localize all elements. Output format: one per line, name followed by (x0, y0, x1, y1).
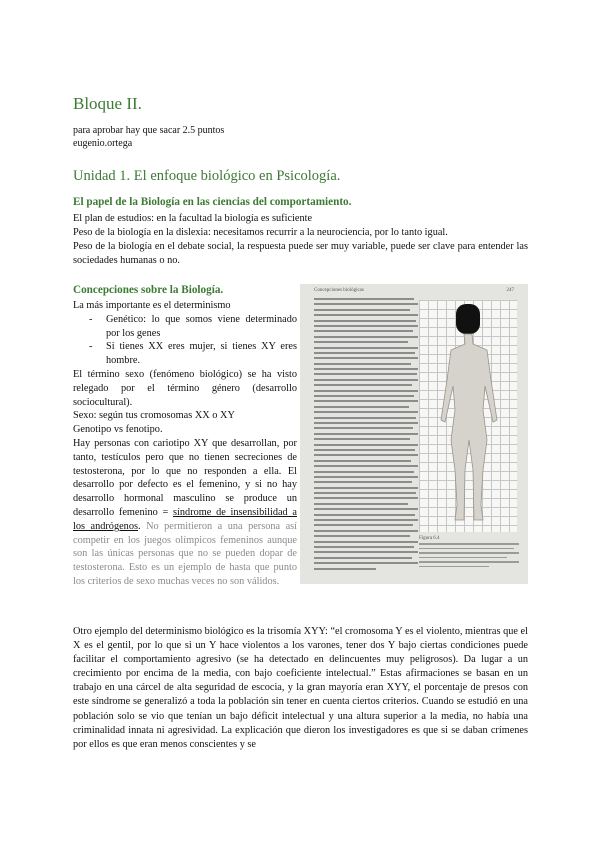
dash-bullet: - (89, 313, 93, 325)
body-silhouette (441, 334, 497, 520)
list-item-text: Si tienes XX eres mujer, si tienes XY eres hombre. (106, 341, 297, 367)
paragraph-intro: La más importante es el determinismo (73, 300, 231, 311)
paragraph-cariotipo (73, 437, 297, 589)
scan-caption-title: Figura 6.4 (419, 536, 440, 541)
scan-text-block (314, 298, 418, 573)
scan-header-text: Concepciones biológicas (314, 288, 364, 293)
scan-page-number: 247 (506, 288, 514, 293)
paragraph-trisomia: Otro ejemplo del determinismo biológico es la trisomía XYY: “el cromosoma Y es el violento, mientras que el X es el gentil, por lo que si un Y hace violentos a los varones, tener dos Y bajo ciertas condiciones puede facilitar el comportamiento agresivo (se ha detectado en delincuentes muy peligrosos). Da lugar a un crecimiento por encima de la media, con bajo coeficiente intelectual.” Estas afirmaciones se basan en un trabajo en una cárcel de alta seguridad de escocia, y la gran mayoría eran XYY, el porcentaje de presos con este síndrome se generalizó a toda la población sin tener en cuenta ciertos criterios. Cuando se estudió en una población solo se vio que tenían un bajo déficit intelectual y una altura superior a la media, no había una criminalidad innata ni agresividad. La explicación que dieron los investigadores es que si se daban crímenes por ellos es que eran menos conscientes y se (73, 626, 528, 750)
grey-note-criteria: Esto es un ejemplo de hasta que punto los criterios de sexo muchas veces no son válidos. (73, 562, 297, 587)
scan-header (314, 288, 514, 293)
scan-photo-figure (419, 300, 517, 532)
unidad-title: Unidad 1. El enfoque biológico en Psicología. (73, 168, 341, 184)
sindrome-term: síndrome de insensibilidad a los andrógenos (73, 506, 297, 532)
paragraph-line: Peso de la biología en la dislexia: necesitamos recurrir a la neurociencia, por lo tanto igual. (73, 227, 448, 238)
bloque-title: Bloque II. (73, 94, 142, 113)
document-meta (73, 124, 224, 150)
book-scan-figure (300, 284, 528, 584)
paragraph-genotipo: Genotipo vs fenotipo. (73, 424, 163, 436)
paragraph-line: El plan de estudios: en la facultad la biología es suficiente (73, 213, 313, 224)
list-item (89, 313, 297, 341)
list-item (89, 340, 297, 368)
section-heading-biologia: El papel de la Biología en las ciencias del comportamiento. (73, 196, 352, 208)
dash-bullet: - (89, 341, 93, 353)
paragraph-sexo: El término sexo (fenómeno biológico) se ha visto relegado por el término género (desarrollo sociocultural). (73, 368, 297, 408)
paragraph-cromosomas: Sexo: según tus cromosomas XX o XY (73, 410, 235, 422)
grey-note-olympics: No permitieron a una persona así competir en los juegos olímpicos femeninos aunque son las únicas personas que no se pueden dopar de testosterona. (73, 520, 298, 574)
section-1-body (73, 212, 528, 268)
cariotipo-text: Hay personas con cariotipo XY que desarrollan, por tanto, testículos pero que no tienen secreciones de testosterona, por lo que no responden a ella. El desarrollo por defecto es el femenino, y si no hay desarrollo hormonal masculino se produce un desarrollo femenino = (73, 437, 297, 518)
meta-line: para aprobar hay que sacar 2.5 puntos (73, 125, 225, 136)
meta-author: eugenio.ortega (73, 138, 133, 149)
paragraph-line: Peso de la biología en el debate social, la respuesta puede ser muy variable, puede ser clave para entender las sociedades humanas o no. (73, 241, 528, 266)
human-figure-illustration (419, 300, 517, 532)
section-heading-concepciones: Concepciones sobre la Biología. (73, 284, 224, 296)
bullet-list (73, 313, 297, 368)
scan-caption (419, 536, 519, 570)
face-redaction (456, 304, 480, 334)
sindrome-period: . (137, 520, 141, 532)
section-2-column (73, 299, 297, 589)
list-item-text: Genético: lo que somos viene determinado por los genes (106, 313, 297, 339)
